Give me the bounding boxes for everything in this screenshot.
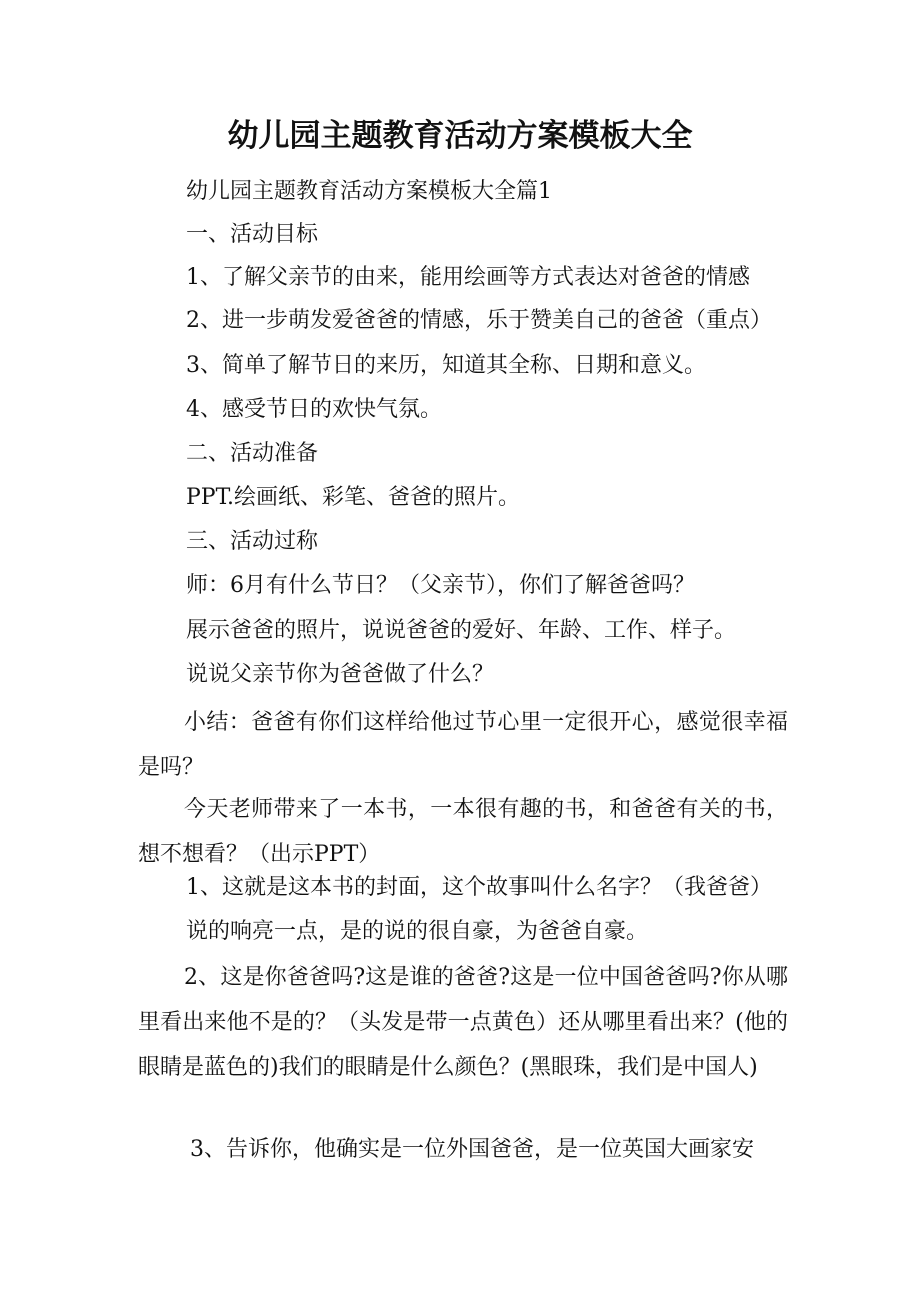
document-title: 幼儿园主题教育活动方案模板大全 xyxy=(227,118,693,154)
process-text: 展示爸爸的照片，说说爸爸的爱好、年龄、工作、样子。 xyxy=(186,618,737,643)
process-text: 说说父亲节你为爸爸做了什么？ xyxy=(186,662,495,687)
objective-item: 3、简单了解节日的来历，知道其全称、日期和意义。 xyxy=(186,353,706,378)
summary-paragraph: 小结：爸爸有你们这样给他过节心里一定很开心，感觉很幸福是吗？ xyxy=(138,710,788,780)
heading-preparation: 二、活动准备 xyxy=(186,441,319,466)
process-text: 说的响亮一点，是的说的很自豪，为爸爸自豪。 xyxy=(186,919,649,944)
process-text: 1、这就是这本书的封面，这个故事叫什么名字？（我爸爸） xyxy=(186,875,772,900)
heading-process: 三、活动过称 xyxy=(186,529,319,554)
heading-objectives: 一、活动目标 xyxy=(186,222,319,247)
objective-item: 4、感受节日的欢快气氛。 xyxy=(186,397,442,422)
process-text: 师：6月有什么节日？（父亲节），你们了解爸爸吗？ xyxy=(186,573,695,598)
question-paragraph: 2、这是你爸爸吗?这是谁的爸爸?这是一位中国爸爸吗?你从哪里看出来他不是的？（头发是带一点黄色）还从哪里看出来？(他的眼睛是蓝色的)我们的眼睛是什么颜色？(黑眼珠，我们是中国人) xyxy=(138,965,788,1080)
process-text: 3、告诉你，他确实是一位外国爸爸，是一位英国大画家安 xyxy=(190,1137,754,1162)
objective-item: 2、进一步萌发爱爸爸的情感，乐于赞美自己的爸爸（重点） xyxy=(186,308,772,333)
section-heading: 幼儿园主题教育活动方案模板大全篇1 xyxy=(186,179,552,204)
book-paragraph: 今天老师带来了一本书，一本很有趣的书，和爸爸有关的书，想不想看？（出示PPT） xyxy=(138,797,788,867)
objective-item: 1、了解父亲节的由来，能用绘画等方式表达对爸爸的情感 xyxy=(186,265,750,290)
preparation-text: PPT.绘画纸、彩笔、爸爸的照片。 xyxy=(186,485,521,510)
